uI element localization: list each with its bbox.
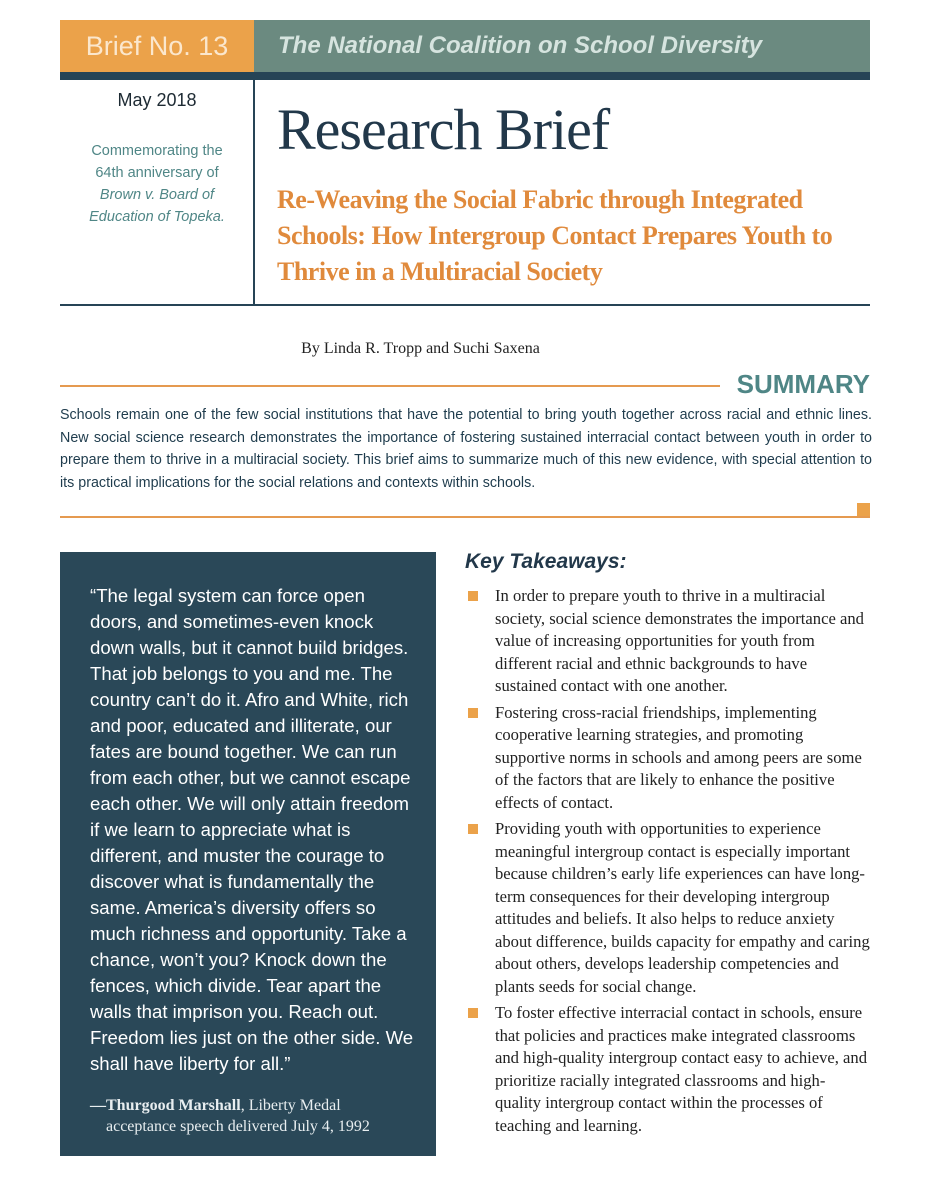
list-item bbox=[465, 818, 870, 998]
key-takeaways-list bbox=[465, 585, 870, 1141]
takeaway-text: To foster effective interracial contact in schools, ensure that policies and practices make integrated classrooms and high-quality intergroup contact easy to achieve, and prioritize racially integrated classrooms and high-quality intergroup contact within the processes of teaching and learning. bbox=[495, 1003, 868, 1135]
quote-source: , Liberty Medal bbox=[240, 1097, 341, 1114]
page-subtitle: Re-Weaving the Social Fabric through Integrated Schools: How Intergroup Contact Prepares Youth to Thrive in a Multiracial Society bbox=[277, 185, 833, 286]
authors: By Linda R. Tropp and Suchi Saxena bbox=[301, 340, 540, 357]
takeaway-text: Providing youth with opportunities to experience meaningful intergroup contact is especially important because children’s early life experiences can have long-term consequences for their developing intergroup attitudes and beliefs. It also helps to reduce anxiety about difference, builds capacity for empathy and caring about others, develops leadership competencies and plants seeds for social change. bbox=[495, 819, 870, 996]
key-takeaways-heading: Key Takeaways: bbox=[465, 550, 627, 573]
list-item bbox=[465, 585, 870, 698]
quote-author: —Thurgood Marshall bbox=[90, 1097, 241, 1114]
list-item bbox=[465, 1002, 870, 1137]
brief-number-label: Brief No. 13 bbox=[60, 20, 254, 72]
bullet-square-icon bbox=[468, 708, 478, 718]
byline bbox=[0, 340, 927, 358]
publication-date: May 2018 bbox=[117, 90, 197, 110]
title-divider bbox=[60, 304, 870, 306]
list-item bbox=[465, 702, 870, 815]
quote-text: “The legal system can force open doors, and sometimes-even knock down walls, but it cannot build bridges. That job belongs to you and me. The country can’t do it. Afro and White, rich and poor, educated and illiterate, our fates are bound together. We can run from each other, but we cannot escape each other. We will only attain freedom if we learn to appreciate what is different, and muster the courage to discover what is fundamentally the same. America’s diversity offers so much richness and opportunity. Take a chance, won’t you? Knock down the fences, which divide. Tear apart the walls that imprison you. Reach out. Freedom lies just on the other side. We shall have liberty for all.” bbox=[90, 585, 414, 1074]
commemoration-line: Commemorating the bbox=[91, 143, 223, 159]
commemoration-note bbox=[60, 140, 254, 228]
summary-rule bbox=[60, 385, 720, 387]
bullet-square-icon bbox=[468, 1008, 478, 1018]
quote-attribution bbox=[90, 1095, 416, 1137]
takeaway-text: In order to prepare youth to thrive in a multiracial society, social science demonstrates the importance and value of increasing opportunities for youth from different racial and ethnic backgrounds to have sustained contact with one another. bbox=[495, 586, 864, 695]
summary-bottom-rule bbox=[60, 516, 870, 518]
quote-source-detail: acceptance speech delivered July 4, 1992 bbox=[106, 1118, 370, 1135]
case-name: Education of Topeka. bbox=[89, 209, 225, 225]
commemoration-line: 64th anniversary of bbox=[95, 165, 219, 181]
case-name: Brown v. Board of bbox=[99, 187, 215, 203]
summary-text: Schools remain one of the few social institutions that have the potential to bring youth together across racial and ethnic lines. New social science research demonstrates the importance of fostering sustained interracial contact between youth in order to prepare them to thrive in a multiracial society. This brief aims to summarize much of this new evidence, with special attention to its practical implications for the social relations and contexts within schools. bbox=[60, 407, 872, 491]
summary-heading: SUMMARY bbox=[736, 369, 870, 399]
takeaway-text: Fostering cross-racial friendships, implementing cooperative learning strategies, and promoting supportive norms in schools and among peers are some of the factors that are likely to enhance the positive effects of contact. bbox=[495, 702, 862, 812]
quote-box bbox=[60, 552, 436, 1156]
bullet-square-icon bbox=[468, 591, 478, 601]
decorative-square bbox=[857, 503, 870, 516]
header-divider bbox=[60, 72, 870, 80]
organization-banner bbox=[254, 20, 870, 72]
page-title: Research Brief bbox=[277, 97, 610, 162]
bullet-square-icon bbox=[468, 824, 478, 834]
organization-name: The National Coalition on School Diversity bbox=[278, 32, 763, 59]
